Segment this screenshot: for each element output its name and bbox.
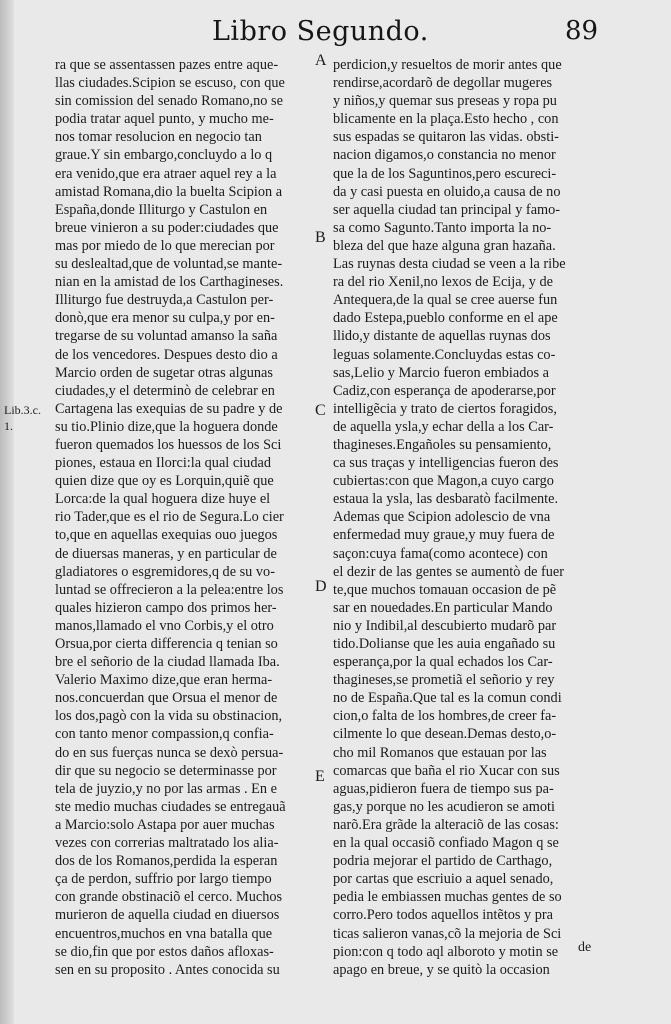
text-line: narõ.Era grãde la alteraciõ de las cosas: xyxy=(333,816,559,833)
right-text-column xyxy=(333,56,595,979)
text-line: Las ruynas desta ciudad se veen a la ribe xyxy=(333,256,566,273)
text-line: Antequera,de la qual se cree auerse fun xyxy=(333,292,558,309)
text-line: ra que se assentassen pazes entre aque- xyxy=(55,57,279,73)
text-line: llido,y distante de aquellas ruynas dos xyxy=(333,328,551,345)
text-line: dir que su negocio se determinasse por xyxy=(55,762,277,779)
text-line: gladiatores o esgremidores,q de su vo- xyxy=(55,563,275,580)
text-line: cubiertas:con que Magon,a cuyo cargo xyxy=(333,473,554,490)
text-line: Marcio orden de sugetar otras algunas xyxy=(55,364,273,381)
section-marker-e: E xyxy=(315,768,325,785)
text-line: thagineses.Engañoles su pensamiento, xyxy=(333,436,552,453)
text-line: sin comission del senado Romano,no se xyxy=(55,93,283,110)
text-line: era venido,que era atraer aquel rey a la xyxy=(55,165,277,182)
text-line: Valerio Maximo dize,que eran herma- xyxy=(55,672,273,689)
text-line: graue.Y sin embargo,concluydo a lo q xyxy=(55,147,273,164)
text-line: ser aquella ciudad tan principal y famo- xyxy=(333,201,561,218)
marginal-note xyxy=(4,402,41,434)
text-line: breue vinieron a su poder:ciudades que xyxy=(55,219,279,236)
text-line: pedia le embiassen muchas gentes de so xyxy=(333,889,562,906)
text-line: podria mejorar el partido de Carthago, xyxy=(333,853,553,870)
text-line: ticas salieron vanas,cõ la mejoria de Sci xyxy=(333,925,562,942)
text-line: cho mil Romanos que estauan por las xyxy=(333,744,547,761)
text-line: tela de juyzio,y no por las armas . En e xyxy=(55,780,277,797)
text-line: y niños,y quemar sus preseas y ropa pu xyxy=(333,93,557,110)
text-line: intelligẽcia y trato de ciertos foragidos, xyxy=(333,400,557,417)
text-line: manos,llamado el vno Corbis,y el otro xyxy=(55,617,274,634)
text-line: esperança,por la qual echados los Car- xyxy=(333,654,553,671)
text-line: por cartas que escriuio a aquel senado, xyxy=(333,871,554,888)
section-marker-c: C xyxy=(315,402,326,419)
text-line: rendirse,acordarõ de degollar mugeres xyxy=(333,75,553,92)
text-line: bleza del que haze alguna gran hazaña. xyxy=(333,237,556,254)
text-line: encuentros,muchos en vna batalla que xyxy=(55,925,273,942)
text-line: Orsua,por cierta differencia q tenian so xyxy=(55,636,278,652)
text-line: aguas,pidieron fuera de tiempo sus pa- xyxy=(333,780,554,797)
text-line: dado Estepa,pueblo conforme en el ape xyxy=(333,310,558,327)
page-gutter xyxy=(0,0,14,1024)
text-line: rio Tader,que es el rio de Segura.Lo cier xyxy=(55,509,284,526)
text-line: murieron de aquella ciudad en diuersos xyxy=(55,907,280,924)
text-line: tregarse de su voluntad amanso la saña xyxy=(55,328,278,345)
text-line: thagineses,se prometiã el señorio y rey xyxy=(333,672,555,689)
section-marker-a: A xyxy=(315,52,327,69)
text-line: el dezir de las gentes se aumentò de fuer xyxy=(333,563,565,580)
text-line: Cartagena las exequias de su padre y de xyxy=(55,400,283,417)
text-line: to,que en aquellas exequias ouo juegos xyxy=(55,527,278,544)
text-line: piones, estaua en Ilorci:la qual ciudad xyxy=(55,455,271,472)
text-line: con grande obstinaciõ el cerco. Muchos xyxy=(55,889,283,906)
text-line: se dio,fin que por estos daños afloxas- xyxy=(55,943,274,960)
text-line: enfermedad muy graue,y muy fuera de xyxy=(333,527,555,544)
text-line: ra del rio Xenil,no lexos de Ecija, y de xyxy=(333,274,553,291)
text-line: cion,o falta de los hombres,de creer fa- xyxy=(333,708,557,725)
text-line: leguas solamente.Concluydas estas co- xyxy=(333,346,556,363)
text-line: llas ciudades.Scipion se escuso, con que xyxy=(55,75,285,92)
catchword: de xyxy=(578,940,592,955)
text-line: apago en breue, y se quitò la occasion xyxy=(333,961,550,978)
text-line: sa como Sagunto.Tanto importa la no- xyxy=(333,219,552,236)
text-line: su tio.Plinio dize,que la hoguera donde xyxy=(55,418,278,435)
text-line: podia tratar aquel punto, y mucho me- xyxy=(55,111,274,128)
text-line: tido.Dolianse que les auia engañado su xyxy=(333,636,556,652)
text-line: sus espadas se quitaron las vidas. obsti- xyxy=(333,129,559,146)
text-line: de aquella ysla,y echar della a los Car- xyxy=(333,418,554,435)
text-line: nio y Indibil,al descubierto mudarõ par xyxy=(333,617,557,634)
text-line: no de España.Que tal es la comun condi xyxy=(333,690,562,707)
text-line: sar en nouedades.En particular Mando xyxy=(333,599,553,616)
text-line: mas por miedo de lo que merecian por xyxy=(55,237,275,254)
text-line: Cadiz,con esperança de apoderarse,por xyxy=(333,382,556,399)
text-line: gas,y porque no les acudieron se amoti xyxy=(333,798,555,815)
text-line: dos de los Romanos,perdida la esperan xyxy=(55,853,278,870)
text-line: luntad se offrecieron a la pelea:entre los xyxy=(55,581,284,598)
text-line: Ademas que Scipion adolescio de vna xyxy=(333,509,551,526)
text-line: estaua la ysla, las desbaratò facilmente. xyxy=(333,491,559,508)
text-line: vezes con correrias maltratado los alia- xyxy=(55,835,279,852)
text-line: pion:con q todo aql alboroto y motin se xyxy=(333,943,559,960)
text-line: de los vencedores. Despues desto dio a xyxy=(55,346,278,363)
text-line: do en sus fuerças nunca se dexò persua- xyxy=(55,744,284,761)
text-line: de diuersas maneras, y en particular de xyxy=(55,545,277,562)
text-line: fueron quemados los huessos de los Sci xyxy=(55,436,282,453)
section-marker-d: D xyxy=(315,578,327,595)
text-line: donò,que era menor su culpa,y por en- xyxy=(55,310,275,327)
section-markers xyxy=(315,52,333,792)
text-line: blicamente en la plaça.Esto hecho , con xyxy=(333,111,559,128)
text-line: perdicion,y resueltos de morir antes que xyxy=(333,57,562,73)
text-line: que la de los Saguntinos,pero escureci- xyxy=(333,165,557,182)
text-line: sas,Lelio y Marcio fueron embiados a xyxy=(333,364,549,381)
text-line: Lorca:de la qual hoguera dize huye el xyxy=(55,491,271,508)
text-line: quien dize que oy es Lorquin,quiẽ que xyxy=(55,473,274,490)
text-line: nacion digamos,o constancia no menor xyxy=(333,147,556,164)
text-line: te,que muchos tomauan occasion de pẽ xyxy=(333,581,557,598)
text-line: nian en la amistad de los Carthagineses. xyxy=(55,274,284,291)
text-line: ste medio muchas ciudades se entregauã xyxy=(55,798,286,815)
text-line: España,donde Illiturgo y Castulon en xyxy=(55,201,268,218)
text-line: corro.Pero todos aquellos intẽtos y pra xyxy=(333,907,553,924)
text-line: amistad Romana,dio la buelta Scipion a xyxy=(55,183,283,200)
text-line: los dos,pagò con la vida su obstinacion, xyxy=(55,708,283,725)
text-line: nos.concuerdan que Orsua el menor de xyxy=(55,690,278,707)
text-line: ca sus traças y intelligencias fueron des xyxy=(333,455,559,472)
left-text-column xyxy=(55,56,313,979)
text-line: comarcas que baña el rio Xucar con sus xyxy=(333,762,560,779)
text-line: saçon:cuya fama(como acontece) con xyxy=(333,545,548,562)
text-line: da y casi puesta en oluido,a causa de no xyxy=(333,183,561,200)
marginal-note-line: 1. xyxy=(4,419,13,433)
text-line: Illiturgo fue destruyda,a Castulon per- xyxy=(55,292,274,309)
text-line: en la qual occasiõ confiado Magon q se xyxy=(333,835,559,852)
section-marker-b: B xyxy=(315,229,326,246)
marginal-note-line: Lib.3.c. xyxy=(4,403,41,417)
text-line: sen en su proposito . Antes conocida su xyxy=(55,961,280,978)
text-line: bre el señorio de la ciudad llamada Iba. xyxy=(55,654,280,671)
text-line: con tanto menor compassion,q confia- xyxy=(55,726,274,743)
text-line: ciudades,y el determinò de celebrar en xyxy=(55,382,275,399)
text-line: ça de perdon, suffrio por largo tiempo xyxy=(55,871,272,888)
text-line: cilmente lo que desean.Demas desto,o- xyxy=(333,726,557,743)
page-number: 89 xyxy=(565,16,599,46)
running-title: Libro Segundo. xyxy=(212,16,429,47)
running-header xyxy=(0,12,671,52)
text-line: quales hizieron campo dos primos her- xyxy=(55,599,277,616)
text-line: nos tomar resolucion en negocio tan xyxy=(55,129,262,146)
text-line: a Marcio:solo Astapa por auer muchas xyxy=(55,816,275,833)
text-line: su deslealtad,que de voluntad,se mante- xyxy=(55,256,283,273)
